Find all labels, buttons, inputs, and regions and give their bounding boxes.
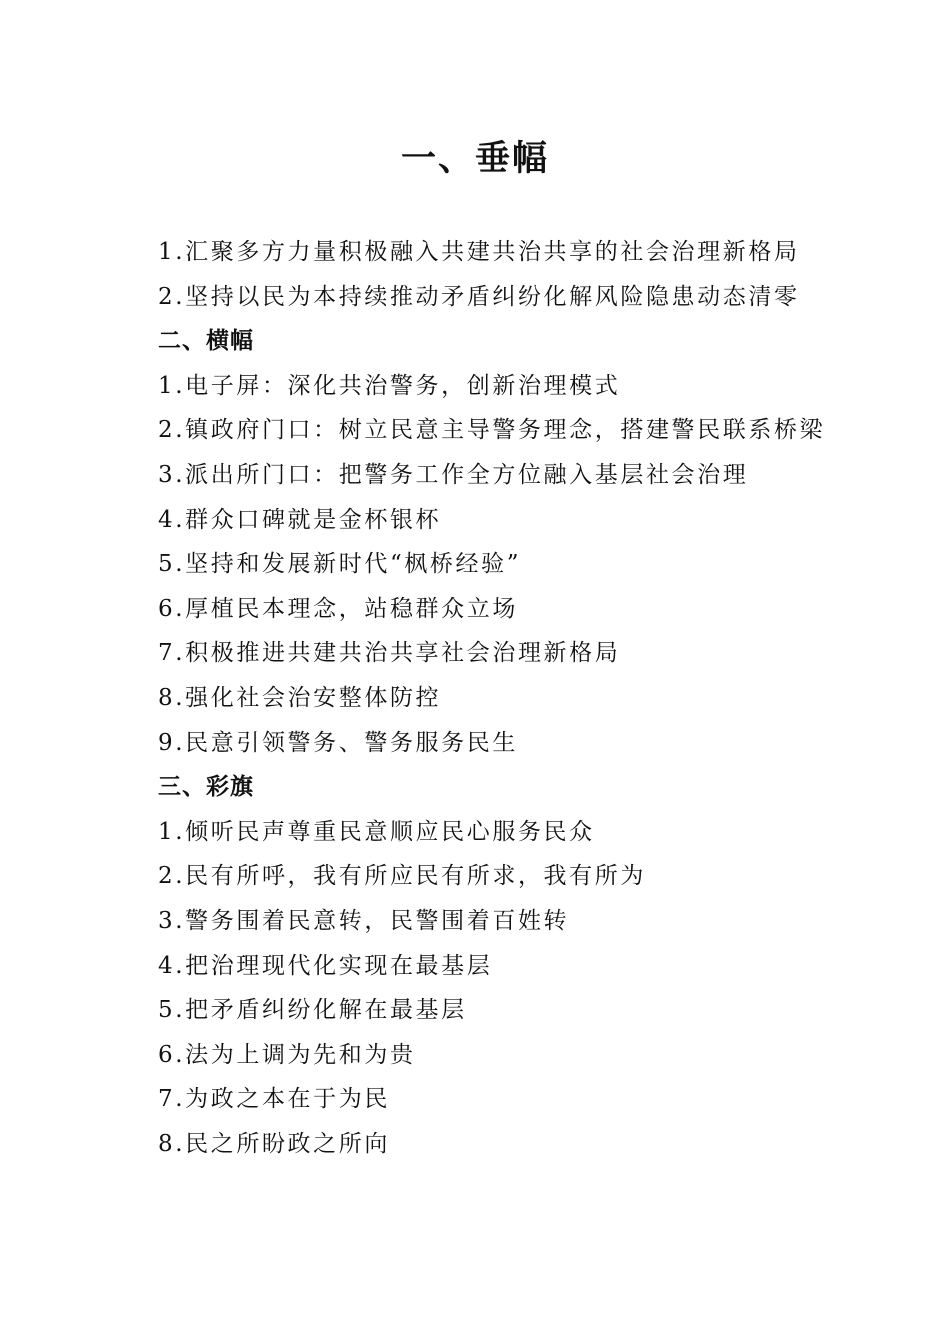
list-item: 9.民意引领警务、警务服务民生 bbox=[158, 729, 518, 756]
list-item: 1.电子屏：深化共治警务，创新治理模式 bbox=[158, 372, 621, 399]
list-item: 4.群众口碑就是金杯银杯 bbox=[158, 506, 442, 533]
page-title: 一、垂幅 bbox=[400, 139, 549, 179]
list-item: 6.法为上调为先和为贵 bbox=[158, 1041, 416, 1068]
list-item: 8.强化社会治安整体防控 bbox=[158, 684, 442, 711]
list-item: 5.坚持和发展新时代“枫桥经验” bbox=[158, 551, 522, 578]
section-horizontal-banners bbox=[158, 319, 858, 765]
list-item: 3.警务围着民意转，民警围着百姓转 bbox=[158, 907, 570, 934]
list-item: 2.民有所呼，我有所应民有所求，我有所为 bbox=[158, 863, 646, 890]
list-item: 1.倾听民声尊重民意顺应民心服务民众 bbox=[158, 818, 595, 845]
list-item: 1.汇聚多方力量积极融入共建共治共享的社会治理新格局 bbox=[158, 239, 800, 265]
list-item: 3.派出所门口：把警务工作全方位融入基层社会治理 bbox=[158, 461, 749, 488]
section-heading: 三、彩旗 bbox=[158, 774, 254, 801]
list-item: 2.镇政府门口：树立民意主导警务理念，搭建警民联系桥梁 bbox=[158, 417, 826, 444]
list-item: 5.把矛盾纠纷化解在最基层 bbox=[158, 997, 467, 1024]
section-heading: 二、横幅 bbox=[158, 328, 254, 355]
list-item: 4.把治理现代化实现在最基层 bbox=[158, 952, 493, 979]
list-item: 7.为政之本在于为民 bbox=[158, 1086, 390, 1113]
list-item: 2.坚持以民为本持续推动矛盾纠纷化解风险隐患动态清零 bbox=[158, 283, 800, 310]
list-item: 6.厚植民本理念，站稳群众立场 bbox=[158, 595, 518, 622]
document-body bbox=[158, 230, 858, 1166]
list-item: 7.积极推进共建共治共享社会治理新格局 bbox=[158, 640, 621, 667]
list-item: 8.民之所盼政之所向 bbox=[158, 1130, 390, 1157]
section-colored-flags bbox=[158, 765, 858, 1166]
section-vertical-banners bbox=[158, 230, 858, 319]
